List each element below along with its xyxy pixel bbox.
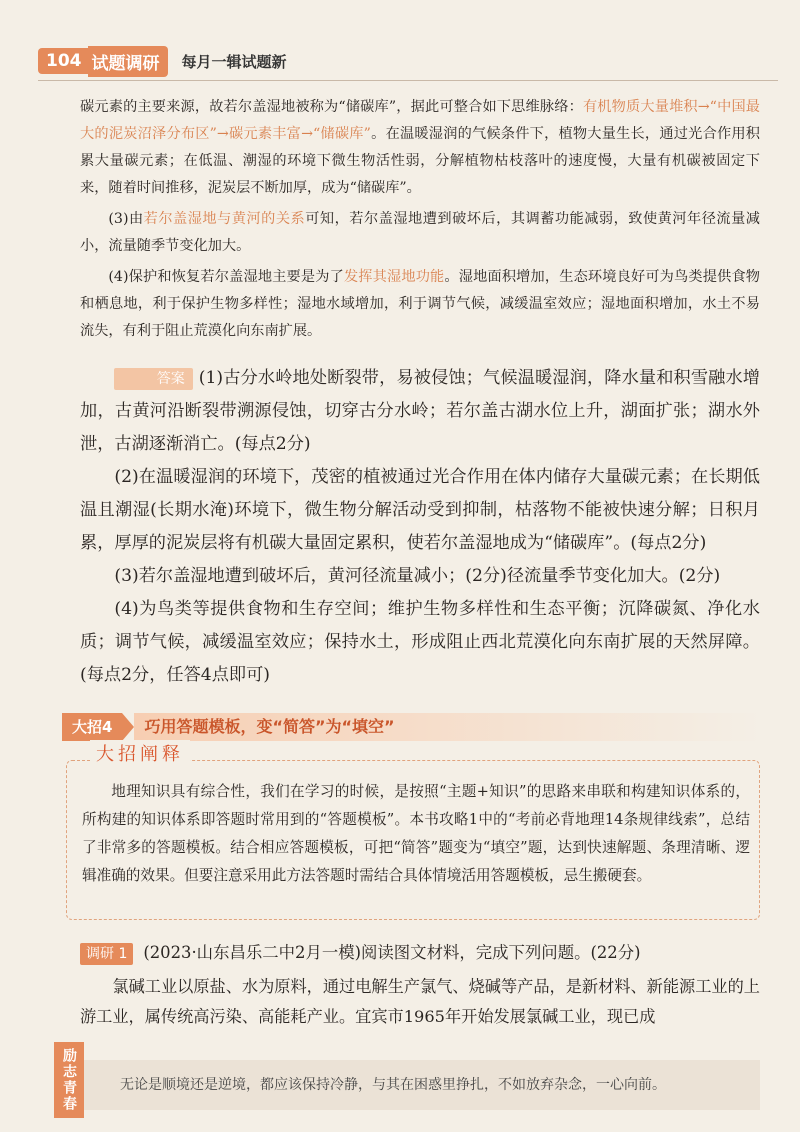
highlight-text: 发挥其湿地功能 bbox=[343, 269, 445, 285]
analysis-section bbox=[80, 94, 760, 345]
tip-title: 大招阐释 bbox=[90, 740, 190, 766]
answer-paragraph-2: (2)在温暖湿润的环境下，茂密的植被通过光合作用在体内储存大量碳元素；在长期低温且潮湿(长期水淹)环境下，微生物分解活动受到抑制，枯落物不能被快速分解；日积月累，厚厚的泥炭层将有机碳大量固定累积，使若尔盖湿地成为“储碳库”。(每点2分) bbox=[80, 467, 760, 553]
text-span: 。湿地面积增加，生态环境良好可为鸟类提供食物和栖息地，利于保护生物多样性；湿地水域增加，利于调节气候，减缓温室效应；湿地面积增加，水土不易流失，有利于阻止荒漠化向东南扩展。 bbox=[80, 269, 760, 339]
question-tag: 调研 1 bbox=[80, 943, 133, 965]
text-span: (4)保护和恢复若尔盖湿地主要是为了 bbox=[108, 269, 344, 285]
header-divider bbox=[38, 80, 778, 81]
answer-tag: 答案 bbox=[114, 368, 192, 390]
answer-section bbox=[80, 362, 760, 692]
text-span: 碳元素的主要来源，故若尔盖湿地被称为“储碳库”，据此可整合如下思维脉络： bbox=[80, 99, 583, 115]
question-heading bbox=[80, 938, 760, 968]
footer-quote: 无论是顺境还是逆境，都应该保持冷静，与其在困惑里挣扎，不如放弃杂念，一心向前。 bbox=[84, 1060, 760, 1110]
tip-paragraph: 地理知识具有综合性，我们在学习的时候，是按照“主题+知识”的思路来串联和构建知识体系的，所构建的知识体系即答题时常用到的“答题模板”。本书攻略1中的“考前必背地理14条规律线索”，总结了非常多的答题模板。结合相应答题模板，可把“简答”题变为“填空”题，达到快速解题、条理清晰、逻辑准确的效果。但要注意采用此方法答题时需结合具体情境活用答题模板，忌生搬硬套。 bbox=[82, 783, 750, 884]
strategy-bar bbox=[62, 713, 762, 741]
text-span: (3)由 bbox=[108, 211, 144, 227]
answer-paragraph-3: (3)若尔盖湿地遭到破坏后，黄河径流量减小；(2分)径流量季节变化加大。(2分) bbox=[114, 566, 721, 586]
header-subtitle: 每月一辑试题新 bbox=[181, 52, 287, 71]
highlight-text: 若尔盖湿地与黄河的关系 bbox=[143, 211, 306, 227]
analysis-paragraph-1 bbox=[80, 94, 760, 202]
text-span: 。在温暖湿润的气候条件下，植物大量生长，通过光合作用积累大量碳元素；在低温、潮湿的环境下微生物活性弱，分解植物枯枝落叶的速度慢，大量有机碳被固定下来，随着时间推移，泥炭层不断加厚，成为“储碳库”。 bbox=[80, 126, 760, 196]
page-header bbox=[38, 46, 287, 76]
footer-tab: 励志青春 bbox=[54, 1042, 84, 1118]
strategy-title: 巧用答题模板，变“简答”为“填空” bbox=[134, 713, 762, 741]
tip-text bbox=[82, 778, 750, 890]
analysis-paragraph-3 bbox=[80, 206, 760, 260]
section-badge: 试题调研 bbox=[88, 46, 168, 77]
answer-paragraph-4: (4)为鸟类等提供食物和生存空间；维护生物多样性和生态平衡；沉降碳氮、净化水质；调节气候，减缓温室效应；保持水土，形成阻止西北荒漠化向东南扩展的天然屏障。(每点2分，任答4点即可) bbox=[80, 599, 760, 685]
page-number: 104 bbox=[38, 48, 88, 74]
text-span: 可知，若尔盖湿地遭到破坏后，其调蓄功能减弱，致使黄河年径流量减小，流量随季节变化加大。 bbox=[80, 211, 760, 254]
strategy-tag: 大招4 bbox=[62, 713, 122, 741]
question-body bbox=[80, 972, 760, 1032]
analysis-paragraph-4 bbox=[80, 264, 760, 345]
highlight-text: 有机物质大量堆积→“中国最大的泥炭沼泽分布区”→碳元素丰富→“储碳库” bbox=[80, 99, 760, 142]
answer-paragraph-1 bbox=[80, 362, 760, 461]
chevron-right-icon bbox=[122, 713, 134, 741]
question-heading-text: (2023·山东昌乐二中2月一模)阅读图文材料，完成下列问题。(22分) bbox=[143, 943, 641, 962]
text-span: (1)古分水岭地处断裂带，易被侵蚀；气候温暖湿润，降水量和积雪融水增加，古黄河沿断裂带溯源侵蚀，切穿古分水岭；若尔盖古湖水位上升，湖面扩张；湖水外泄，古湖逐渐消亡。(每点2分) bbox=[80, 368, 760, 454]
question-paragraph: 氯碱工业以原盐、水为原料，通过电解生产氯气、烧碱等产品，是新材料、新能源工业的上游工业，属传统高污染、高能耗产业。宜宾市1965年开始发展氯碱工业，现已成 bbox=[80, 977, 760, 1026]
